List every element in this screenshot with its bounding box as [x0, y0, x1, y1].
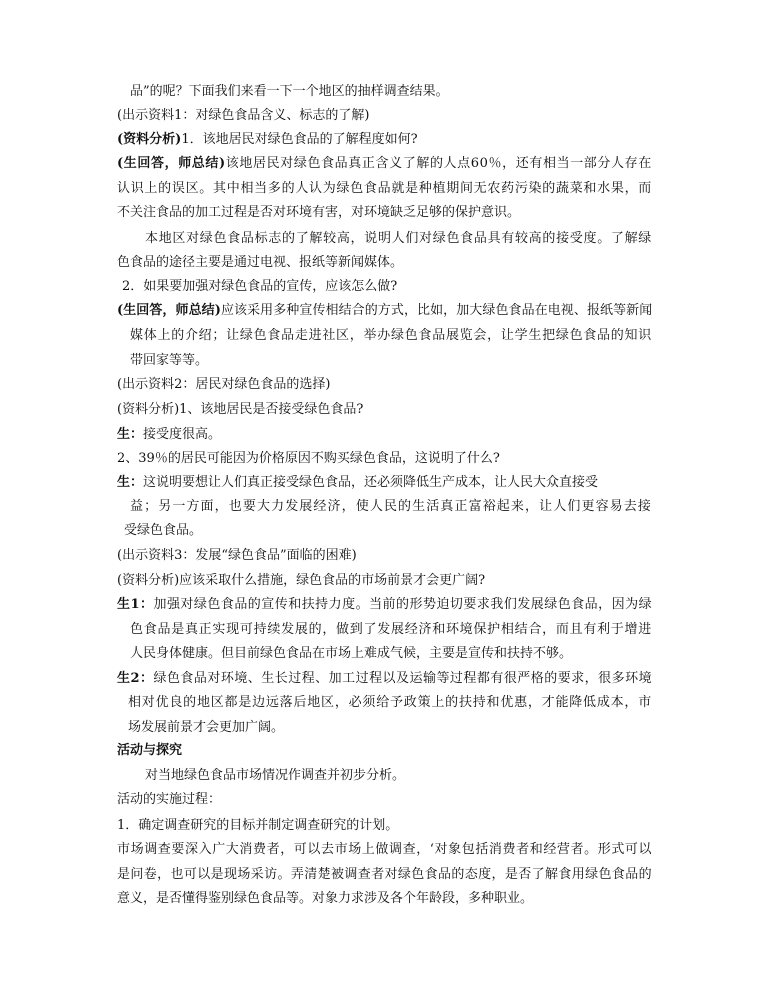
bold-lead: 生：: [117, 475, 144, 490]
text-line: (出示资料2：居民对绿色食品的选择): [117, 377, 331, 392]
text-line: 是问卷，也可以是现场采访。弄清楚被调查者对绿色食品的态度，是否了解食用绿色食品的: [117, 867, 653, 882]
text-line: (出示资料1：对绿色食品含义、标志的了解): [117, 108, 370, 123]
text-line: 生：这说明要想让人们真正接受绿色食品，还必须降低生产成本，让人民大众直接受: [117, 475, 599, 490]
text-line: (出示资料3：发展“绿色食品”面临的困难): [117, 548, 357, 563]
text-line: 色食品的途径主要是通过电视、报纸等新闻媒体。: [117, 255, 404, 270]
text-line: (生回答，师总结)该地居民对绿色食品真正含义了解的人点60％，还有相当一部分人存在: [117, 156, 652, 171]
text-line: 认识上的误区。其中相当多的人认为绿色食品就是种植期间无农药污染的蔬菜和水果，而: [117, 181, 653, 196]
bold-lead: 生：: [117, 427, 144, 442]
text-line: 益；另一方面，也要大力发展经济，使人民的生活真正富裕起来，让人们更容易去接: [130, 499, 652, 514]
text-line: (资料分析)1、该地居民是否接受绿色食品?: [117, 402, 364, 417]
text-line: 带回家等等。: [130, 353, 209, 368]
text-line: (资料分析)1．该地居民对绿色食品的了解程度如何?: [117, 132, 418, 147]
bold-lead: (生回答，师总结): [117, 303, 221, 318]
text-line: 2、39％的居民可能因为价格原因不购买绿色食品，这说明了什么?: [117, 451, 500, 466]
text-line: 色食品是真正实现可持续发展的，做到了发展经济和环境保护相结合，而且有利于增进: [130, 622, 653, 637]
text-line: 市场调查要深入广大消费者，可以去市场上做调查，‘对象包括消费者和经营者。形式可以: [117, 842, 653, 857]
bold-lead: (生回答，师总结): [117, 156, 226, 171]
text-line: 人民身体健康。但目前绿色食品在市场上难成气候，主要是宣传和扶持不够。: [130, 646, 573, 661]
text-line: 生2：绿色食品对环境、生长过程、加工过程以及运输等过程都有很严格的要求，很多环境: [117, 671, 653, 686]
text-line: 不关注食品的加工过程是否对环境有害，对环境缺乏足够的保护意识。: [117, 205, 521, 220]
text-line: 1．确定调查研究的目标并制定调查研究的计划。: [117, 818, 399, 833]
text-line: 意义，是否懂得鉴别绿色食品等。对象力求涉及各个年龄段，多种职业。: [117, 891, 534, 906]
bold-lead: 生2：: [117, 671, 154, 686]
text-line: 生：接受度很高。: [117, 427, 222, 442]
text-line: 活动的实施过程：: [117, 792, 222, 807]
text-line: 相对优良的地区都是边远落后地区，必须给予政策上的扶持和优惠，才能降低成本，市: [128, 695, 652, 710]
text-line: 受绿色食品。: [124, 523, 203, 538]
text-line: 生1：加强对绿色食品的宣传和扶持力度。当前的形势迫切要求我们发展绿色食品，因为绿: [117, 597, 653, 612]
section-heading: 活动与探究: [117, 743, 183, 758]
text-line: (资料分析)应该采取什么措施，绿色食品的市场前景才会更广阔?: [117, 573, 486, 588]
text-line: 对当地绿色食品市场情况作调查并初步分析。: [145, 768, 406, 783]
text-line: 品”的呢？下面我们来看一下一个地区的抽样调查结果。: [130, 84, 449, 99]
text-line: 媒体上的介绍；让绿色食品走进社区，举办绿色食品展览会，让学生把绿色食品的知识: [130, 328, 653, 343]
text-line: 2．如果要加强对绿色食品的宣传，应该怎么做?: [122, 279, 398, 294]
bold-lead: 生1：: [117, 597, 154, 612]
text-line: 本地区对绿色食品标志的了解较高，说明人们对绿色食品具有较高的接受度。了解绿: [145, 231, 653, 246]
text-line: 场发展前景才会更加广阔。: [128, 720, 285, 735]
text-line: (生回答，师总结)应该采用多种宣传相结合的方式，比如，加大绿色食品在电视、报纸等新闻: [117, 303, 653, 318]
bold-lead: (资料分析): [117, 132, 182, 147]
